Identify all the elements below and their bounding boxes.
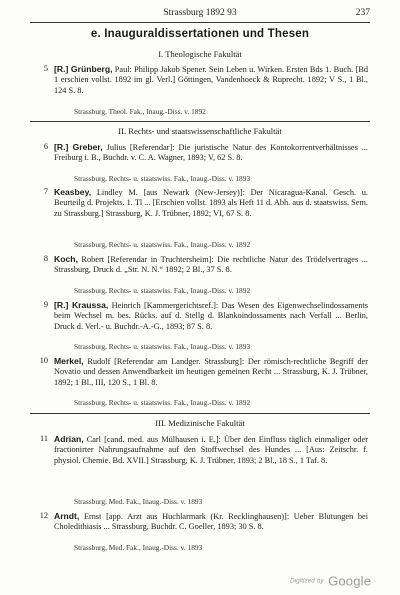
- entry-note: Strassburg, Theol. Fak., Inaug.-Diss. v. 1892: [74, 107, 206, 116]
- running-head-title: Strassburg 1892 93: [163, 8, 237, 18]
- main-heading: e. Inauguraldissertationen und Thesen: [90, 28, 310, 40]
- entry-11-notes: [68, 497, 368, 506]
- entry-author: Arndt,: [54, 511, 80, 521]
- section-rule: [30, 413, 370, 414]
- entry-author: [R.] Greber,: [54, 142, 103, 152]
- entry-12: [39, 511, 368, 533]
- entry-note: Strassburg, Med. Fak., Inaug.-Diss. v. 1893: [74, 543, 203, 552]
- entry-12-notes: [68, 543, 368, 552]
- entry-author: [R.] Grünberg,: [54, 64, 113, 74]
- entry-text: Carl [cand. med. aus Mülhausen i. E.]: Über den Einfluss täglich einmaliger oder fractionirter Nahrungsaufnahme auf den Stoffwechsel des Hundes ... [Aus: Zeitschr. f. physiol. Chemie. Bd. XVII.] Strassburg, K. J. Trübner, 1893; 2 Bl., 18 S., 1 Taf. 8.: [54, 435, 368, 465]
- entry-author: [R.] Kraussa,: [54, 300, 109, 310]
- entry-8: [43, 254, 368, 276]
- section-heading-theology: I. Theologische Fakultät: [158, 49, 242, 59]
- entry-number: 11: [40, 434, 48, 443]
- entry-text: Ernst [app. Arzt aus Huchlarmark (Kr. Recklinghausen)]: Ueber Blutungen bei Choledithiasis ... Strassburg, Buchdr. C. Goeller, 1893; 30 S. 8.: [54, 512, 368, 532]
- entry-note: Strassburg, Rechts- u. staatswiss. Fak., Inaug.-Diss. v. 1892: [74, 240, 251, 249]
- entry-note: Strassburg, Rechts- u. staatswiss. Fak., Inaug.-Diss. v. 1892: [74, 398, 251, 407]
- entry-11: [40, 434, 368, 466]
- entry-text: Robert [Referendar in Truchtersheim]: Die rechtliche Natur des Trödelvertrages ... Strassburg, Druck d. „Str. N. N.“ 1892; 2 Bl., 37 S. 8.: [54, 255, 368, 275]
- digitization-watermark: [290, 572, 371, 590]
- entry-number: 6: [43, 142, 48, 151]
- entry-author: Adrian,: [54, 434, 84, 444]
- entry-6-notes: [68, 174, 368, 183]
- entry-author: Koch,: [54, 254, 78, 264]
- entry-text: Heinrich [Kammergerichtsref.]: Das Wesen des Eigenwechselindossaments beim Wechsel m. bes. Rücks. auf d. Stellg d. Blankoindossaments nach Verfall ... Berlin, Druck d. Verl.- u. Buchdr.-A.-G., 1893; 87 S. 8.: [54, 301, 368, 331]
- entry-number: 7: [43, 187, 48, 196]
- entry-text: Rudolf [Referendar am Landger. Strassburg]: Der römisch-rechtliche Begriff der Novatio und dessen Anwendbarkeit im heutigen gemeinen Recht ... Strassburg, K. J. Trübner, 1892; 1 Bl., III, 120 S., 1 Bl. 8.: [54, 357, 368, 387]
- section-rule: [30, 121, 370, 122]
- entry-5: [43, 64, 369, 96]
- entry-note: Strassburg, Rechts- u. staatswiss. Fak., Inaug.-Diss. v. 1893: [74, 174, 251, 183]
- section-heading-law: II. Rechts- und staatswissenschaftliche Fakultät: [118, 126, 282, 136]
- header-rule: [30, 22, 370, 23]
- entry-9: [43, 300, 368, 332]
- entry-note: Strassburg, Med. Fak., Inaug.-Diss. v. 1893: [74, 497, 203, 506]
- entry-10-notes: [68, 398, 368, 407]
- entry-7: [43, 187, 368, 219]
- entry-number: 5: [43, 64, 48, 73]
- entry-text: Lindley M. [aus Newark (New-Jersey)]: Der Nicaragua-Kanal. Gesch. u. Beurteilg d. Projekts. 1. Tl ... [Erschien vollst. 1893 als Heft 11 d. Abh. aus d. staatswiss. Sem. zu Strassburg.] Strassburg, K. J. Trübner, 1892; VI, 67 S. 8.: [54, 188, 368, 218]
- entry-number: 10: [39, 356, 48, 365]
- page-number: 237: [355, 8, 370, 18]
- entry-5-notes: [68, 107, 368, 116]
- entry-9-notes: [68, 342, 368, 351]
- entry-8-notes: [68, 286, 368, 295]
- entry-number: 9: [43, 300, 48, 309]
- entry-author: Keasbey,: [54, 187, 92, 197]
- entry-6: [43, 142, 368, 164]
- entry-number: 8: [43, 254, 48, 263]
- entry-number: 12: [39, 511, 48, 520]
- entry-text: Paul: Philipp Jakob Spener. Sein Leben u. Wirken. Ersten Bds 1. Buch. [Bd 1 erschien vollst. 1892 im gl. Verl.] Göttingen, Vandenhoeck & Ruprecht. 1892; V S., 1 Bl., 124 S. 8.: [54, 65, 369, 95]
- watermark-prefix: Digitized by: [290, 577, 324, 585]
- entry-note: Strassburg, Rechts- u. staatswiss. Fak., Inaug.-Diss. v. 1892: [74, 286, 251, 295]
- running-head: [0, 8, 400, 22]
- entry-note: Strassburg, Rechts- u. staatswiss. Fak., Inaug.-Diss. v. 1893: [74, 342, 251, 351]
- entry-author: Merkel,: [54, 356, 84, 366]
- entry-10: [39, 356, 368, 388]
- google-logo: Google: [328, 573, 372, 589]
- section-heading-medicine: III. Medizinische Fakultät: [155, 418, 245, 428]
- entry-7-notes: [68, 240, 368, 249]
- entry-text: Julius [Referendar]: Die juristische Natur des Kontokorrentverhältnisses ... Freiburg i. B., Buchdr. v. C. A. Wagner, 1893; V, 62 S. 8.: [54, 143, 368, 163]
